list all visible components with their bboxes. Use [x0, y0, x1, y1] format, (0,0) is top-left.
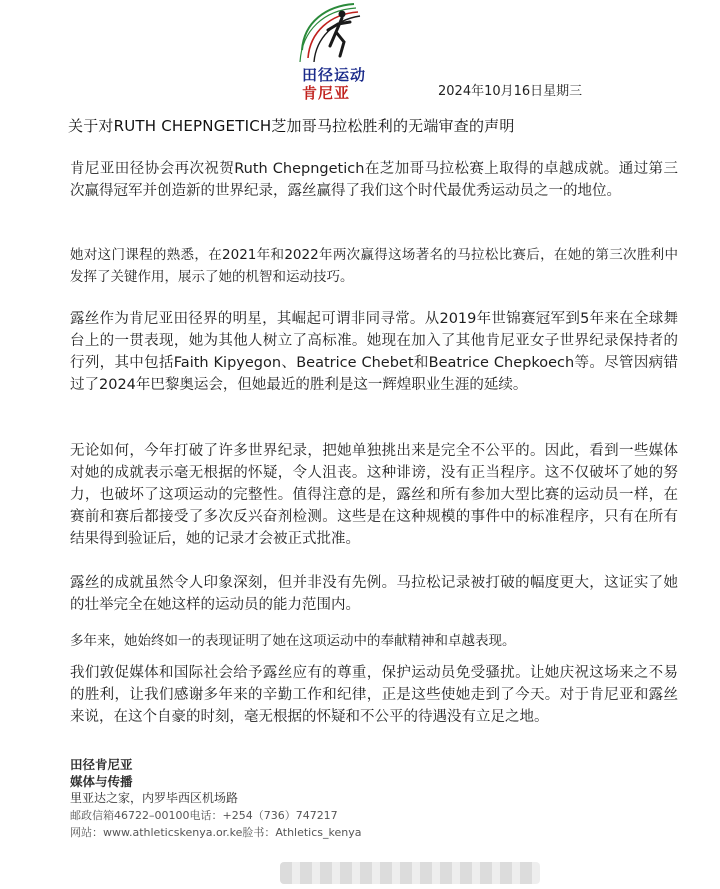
signature-dept: 媒体与传播	[70, 774, 133, 789]
paragraph-4: 无论如何，今年打破了许多世界纪录，把她单独挑出来是完全不公平的。因此，看到一些媒体对她的成就表示毫无根据的怀疑，令人沮丧。这种诽谤，没有正当程序。这不仅破坏了她的努力，也破坏了这项运动的完整性。值得注意的是，露丝和所有参加大型比赛的运动员一样，在赛前和赛后都接受了多次反兴奋剂检测。这些是在这种规模的事件中的标准程序，只有在所有结果得到验证后，她的记录才会被正式批准。	[70, 443, 678, 547]
paragraph-7: 我们敦促媒体和国际社会给予露丝应有的尊重，保护运动员免受骚扰。让她庆祝这场来之不易的胜利，让我们感谢多年来的辛勤工作和纪律，正是这些使她走到了今天。对于肯尼亚和露丝来说，在这个自豪的时刻，毫无根据的怀疑和不公平的待遇没有立足之地。	[70, 665, 678, 725]
letter-date: 2024年10月16日星期三	[438, 84, 583, 99]
paragraph-6: 多年来，她始终如一的表现证明了她在这项运动中的奉献精神和卓越表现。	[70, 633, 516, 649]
signature-address: 里亚达之家，内罗毕西区机场路	[70, 791, 239, 805]
signature-name: 田径肯尼亚	[70, 757, 133, 772]
org-name-line2: 肯尼亚	[302, 84, 351, 102]
org-name-line1: 田径运动	[302, 66, 367, 84]
runner-logo-icon	[296, 2, 374, 72]
paragraph-1: 肯尼亚田径协会再次祝贺Ruth Chepngetich在芝加哥马拉松赛上取得的卓越成就。通过第三次赢得冠军并创造新的世界纪录，露丝赢得了我们这个时代最优秀运动员之一的地位。	[70, 161, 678, 199]
paragraph-2: 她对这门课程的熟悉，在2021年和2022年两次赢得这场著名的马拉松比赛后，在她的第三次胜利中发挥了关键作用，展示了她的机智和运动技巧。	[70, 247, 678, 285]
paragraph-5: 露丝的成就虽然令人印象深刻，但并非没有先例。马拉松记录被打破的幅度更大，这证实了她的壮举完全在她这样的运动员的能力范围内。	[70, 575, 678, 613]
statement-title: 关于对RUTH CHEPNGETICH芝加哥马拉松胜利的无端审查的声明	[68, 117, 515, 135]
watermark-blur	[280, 862, 540, 884]
paragraph-3: 露丝作为肯尼亚田径界的明星，其崛起可谓非同寻常。从2019年世锦赛冠军到5年来在全球舞台上的一贯表现，她为其他人树立了高标准。她现在加入了其他肯尼亚女子世界纪录保持者的行列，其中包括Faith Kipyegon、Beatrice Chebet和Beatrice Chepkoech等。尽管因病错过了2024年巴黎奥运会，但她最近的胜利是这一辉煌职业生涯的延续。	[70, 311, 678, 393]
signature-web: 网站：www.athleticskenya.or.ke脸书：Athletics_kenya	[70, 826, 362, 839]
signature-postal: 邮政信箱46722–00100电话：+254（736）747217	[70, 809, 338, 822]
signature-block	[70, 756, 490, 841]
